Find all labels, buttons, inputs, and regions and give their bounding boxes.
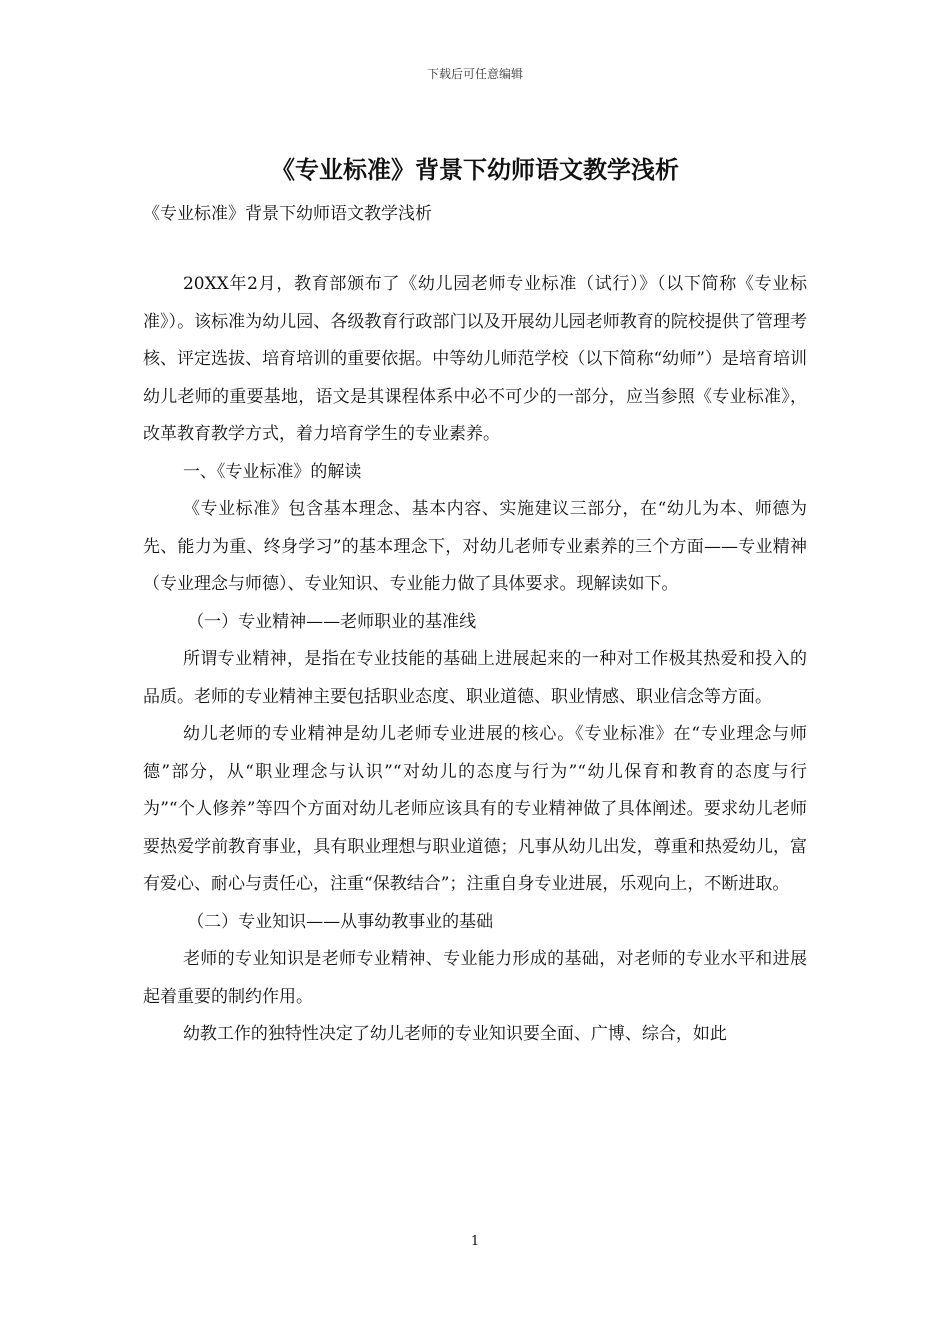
paragraph-knowledge-scope: 幼教工作的独特性决定了幼儿老师的专业知识要全面、广博、综合，如此 [182, 1024, 727, 1044]
page-number: 1 [470, 1234, 480, 1249]
section-heading-1: 一、《专业标准》的解读 [182, 461, 362, 482]
document-title: 《专业标准》背景下幼师语文教学浅析 [271, 155, 679, 184]
document-body [143, 266, 807, 1054]
paragraph-intro: 20XX年2月，教育部颁布了《幼儿园老师专业标准（试行）》（以下简称《专业标准》）。该标准为幼儿园、各级教育行政部门以及开展幼儿园老师教育的院校提供了管理考核、评定选拔、培育培训的重要依据。中等幼儿师范学校（以下简称“幼师”）是培育培训幼儿老师的重要基地，语文是其课程体系中必不可少的一部分，应当参照《专业标准》，改革教育教学方式，着力培育学生的专业素养。 [143, 274, 807, 444]
subsection-heading-1: （一）专业精神——老师职业的基准线 [187, 611, 477, 632]
paragraph-knowledge-basis: 老师的专业知识是老师专业精神、专业能力形成的基础，对老师的专业水平和进展起着重要的制约作用。 [143, 949, 807, 1007]
subsection-heading-2: （二）专业知识——从事幼教事业的基础 [187, 911, 494, 932]
paragraph-spirit-core: 幼儿老师的专业精神是幼儿老师专业进展的核心。《专业标准》在“专业理念与师德”部分，从“职业理念与认识”“对幼儿的态度与行为”“幼儿保育和教育的态度与行为”“个人修养”等四个方面对幼儿老师应该具有的专业精神做了具体阐述。要求幼儿老师要热爱学前教育事业，具有职业理想与职业道德；凡事从幼儿出发，尊重和热爱幼儿，富有爱心、耐心与责任心，注重“保教结合”；注重自身专业进展，乐观向上，不断进取。 [143, 724, 807, 894]
document-subtitle: 《专业标准》背景下幼师语文教学浅析 [143, 204, 432, 224]
paragraph-spirit-definition: 所谓专业精神，是指在专业技能的基础上进展起来的一种对工作极其热爱和投入的品质。老师的专业精神主要包括职业态度、职业道德、职业情感、职业信念等方面。 [143, 649, 807, 707]
page-header-note: 下载后可任意编辑 [426, 67, 523, 81]
paragraph-standard-overview: 《专业标准》包含基本理念、基本内容、实施建议三部分，在“幼儿为本、师德为先、能力为重、终身学习”的基本理念下，对幼儿老师专业素养的三个方面——专业精神（专业理念与师德）、专业知识、专业能力做了具体要求。现解读如下。 [143, 499, 807, 594]
